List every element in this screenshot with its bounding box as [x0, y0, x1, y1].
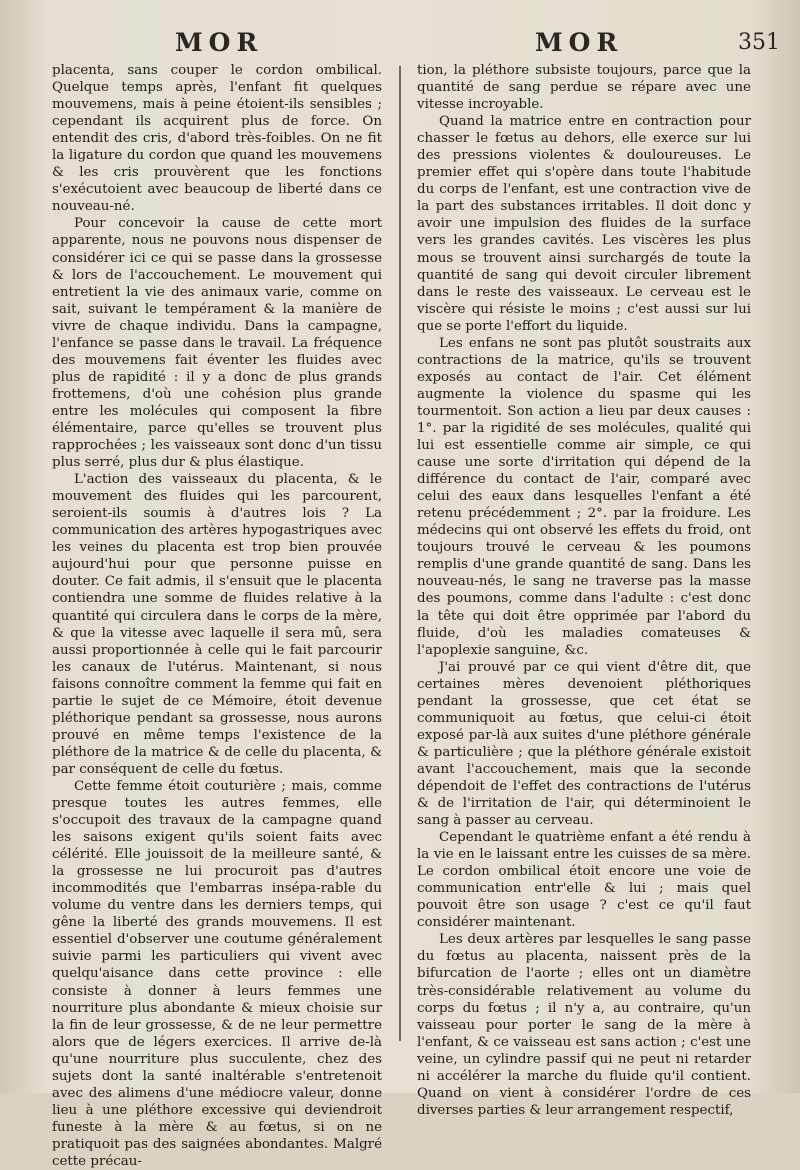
paragraph: Les deux artères par lesquelles le sang passe du fœtus au placenta, naissent près de la bifurcation de l'aorte ; elles ont un diamètre très-considérable relativement au volume du corps du fœtus ; il n'y a, au contraire, qu'un vaisseau pour porter le sang de la mère à l'enfant, & ce vaisseau est sans action ; c'est une veine, un cylindre passif qui ne peut ni retarder ni accélérer la marche du fluide qu'il contient. Quand on vient à considérer l'ordre de ces diverses parties & leur arrangement respectif, [417, 932, 751, 1118]
right-column [417, 62, 751, 1119]
paragraph: J'ai prouvé par ce qui vient d'être dit, que certaines mères devenoient pléthoriques pendant la grossesse, que cet état se communiquoit au fœtus, que celui-ci étoit exposé par-là aux suites d'une pléthore générale & particulière ; que la pléthore générale existoit avant l'accouchement, mais que la seconde dépendoit de l'effet des contractions de l'utérus & de l'irritation de l'air, qui déterminoient le sang à passer au cerveau. [417, 659, 751, 829]
paragraph: L'action des vaisseaux du placenta, & le mouvement des fluides qui les parcourent, seroient-ils soumis à d'autres lois ? La communication des artères hypogastriques avec les veines du placenta est trop bien prouvée aujourd'hui pour que personne puisse en douter. Ce fait admis, il s'ensuit que le placenta contiendra une somme de fluides relative à la quantité qui circulera dans le corps de la mère, & que la vitesse avec laquelle il sera mû, sera aussi proportionnée à celle qui le fait parcourir les canaux de l'utérus. Maintenant, si nous faisons connoître comment la femme qui fait en partie le sujet de ce Mémoire, étoit devenue pléthorique pendant sa grossesse, nous aurons prouvé en même temps l'existence de la pléthore de la matrice & de celle du placenta, & par conséquent de celle du fœtus. [52, 472, 382, 777]
running-header [0, 28, 800, 64]
left-column [52, 62, 382, 1170]
column-divider [399, 66, 401, 1041]
paragraph: Cependant le quatrième enfant a été rendu à la vie en le laissant entre les cuisses de sa mère. Le cordon ombilical étoit encore une voie de communication entr'elle & lui ; mais quel pouvoit être son usage ? c'est ce qu'il faut considérer maintenant. [417, 830, 751, 931]
paragraph: Quand la matrice entre en contraction pour chasser le fœtus au dehors, elle exerce sur lui des pressions violentes & douloureuses. Le premier effet qui s'opère dans toute l'habitude du corps de l'enfant, est une contraction vive de la part des substances irritables. Il doit donc y avoir une impulsion des fluides de la surface vers les grandes cavités. Les viscères les plus mous se trouvent ainsi surchargés de toute la quantité de sang qui devoit circuler librement dans le reste des vaisseaux. Le cerveau est le viscère qui résiste le moins ; c'est aussi sur lui que se porte l'effort du liquide. [417, 114, 751, 334]
paragraph: placenta, sans couper le cordon ombilical. Quelque temps après, l'enfant fit quelques mouvemens, mais à peine étoient-ils sensibles ; cependant ils acquirent plus de force. On entendit des cris, d'abord très-foibles. On ne fit la ligature du cordon que quand les mouvemens & les cris prouvèrent que les fonctions s'exécutoient avec beaucoup de liberté dans ce nouveau-né. [52, 63, 382, 215]
paragraph: tion, la pléthore subsiste toujours, parce que la quantité de sang perdue se répare avec une vitesse incroyable. [417, 63, 751, 113]
running-title-left: MOR [175, 28, 264, 57]
paragraph: Les enfans ne sont pas plutôt soustraits aux contractions de la matrice, qu'ils se trouvent exposés au contact de l'air. Cet élément augmente la violence du spasme qui les tourmentoit. Son action a lieu par deux causes : 1°. par la rigidité de ses molécules, qualité qui lui est essentielle comme air simple, ce qui cause une sorte d'irritation qui dépend de la différence du contact de l'air, comparé avec celui des eaux dans lesquelles l'enfant a été retenu précédemment ; 2°. par la froidure. Les médecins qui ont observé les effets du froid, ont toujours trouvé le cerveau & les poumons remplis d'une grande quantité de sang. Dans les nouveau-nés, le sang ne traverse pas la masse des poumons, comme dans l'adulte : c'est donc la tête qui doit être opprimée par l'abord du fluide, d'où les maladies comateuses & l'apoplexie sanguine, &c. [417, 335, 751, 658]
paragraph: Cette femme étoit couturière ; mais, comme presque toutes les autres femmes, elle s'occupoit des travaux de la campagne quand les saisons exigent qu'ils soient faits avec célérité. Elle jouissoit de la meilleure santé, & la grossesse ne lui procuroit pas d'autres incommodités que l'embarras insépa-rable du volume du ventre dans les derniers temps, qui gêne la liberté des grands mouvemens. Il est essentiel d'observer une coutume généralement suivie parmi les particuliers qui vivent avec quelqu'aisance dans cette province : elle consiste à donner à leurs femmes une nourriture plus abondante & mieux choisie sur la fin de leur grossesse, & de ne leur permettre alors que de légers exercices. Il arrive de-là qu'une nourriture plus succulente, chez des sujets dont la santé inaltérable s'entretenoit avec des alimens d'une médiocre valeur, donne lieu à une pléthore excessive qui deviendroit funeste à la mère & au fœtus, si on ne pratiquoit pas des saignées abondantes. Malgré cette précau- [52, 778, 382, 1169]
running-title-right: MOR [535, 28, 624, 57]
paragraph: Pour concevoir la cause de cette mort apparente, nous ne pouvons nous dispenser de considérer ici ce qui se passe dans la grossesse & lors de l'accouchement. Le mouvement qui entretient la vie des animaux varie, comme on sait, suivant le tempérament & la manière de vivre de chaque individu. Dans la campagne, l'enfance se passe dans le travail. La fréquence des mouvemens fait éventer les fluides avec plus de rapidité : il y a donc de plus grands frottemens, d'où une cohésion plus grande entre les molécules qui composent la fibre élémentaire, parce qu'elles se trouvent plus rapprochées ; les vaisseaux sont donc d'un tissu plus serré, plus dur & plus élastique. [52, 216, 382, 471]
page-number: 351 [738, 30, 780, 55]
